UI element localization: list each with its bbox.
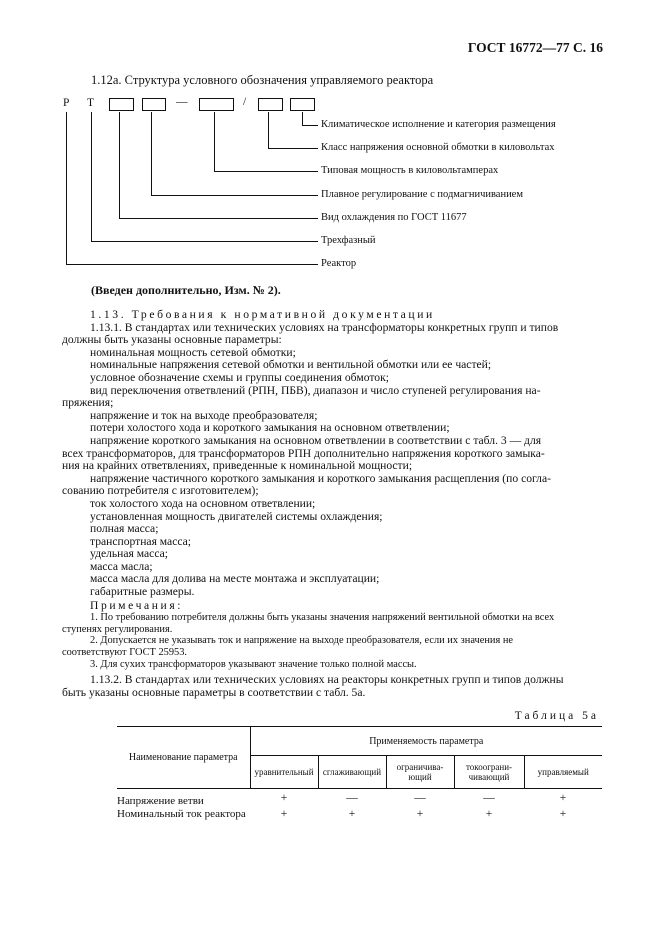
list-item-cont: сованию потребителя с изготовителем);: [62, 484, 259, 498]
connector-power-v: [214, 112, 215, 171]
legend-regulation: Плавное регулирование с подмагничиванием: [321, 189, 523, 200]
list-item-cont: всех трансформаторов, для трансформаторов РПН дополнительно напряжения короткого замыка-: [62, 446, 545, 460]
list-item: габаритные размеры.: [90, 585, 195, 599]
subheader-line: управляемый: [537, 767, 589, 777]
col-header-applicability: Применяемость параметра: [250, 727, 602, 756]
connector-threephase-v: [91, 112, 92, 241]
subheader-limiting: [386, 756, 454, 789]
list-item: напряжение короткого замыкания на основном ответвлении в соответствии с табл. 3 — для: [90, 433, 542, 447]
code-letter-t: Т: [87, 97, 95, 109]
list-item: напряжение и ток на выходе преобразователя;: [90, 408, 318, 422]
list-item: вид переключения ответвлений (РПН, ПБВ), диапазон и число ступеней регулирования на-: [90, 383, 541, 397]
subheader-line: токоограни-: [465, 762, 513, 772]
connector-reactor-h: [66, 264, 318, 265]
list-item-cont: ния на крайних ответвлениях, приведенные к номинальной мощности;: [62, 459, 413, 473]
code-box-cooling: [109, 98, 134, 111]
cell: —: [483, 792, 495, 804]
code-slash: /: [243, 96, 247, 108]
cell: +: [559, 792, 567, 804]
subheader-line: сглаживающий: [322, 767, 382, 777]
legend-power: Типовая мощность в киловольтамперах: [321, 165, 499, 176]
legend-voltage-class: Класс напряжения основной обмотки в киловольтах: [321, 142, 555, 153]
subheader-current-limiting: [454, 756, 524, 789]
subheader-controlled: [524, 756, 602, 789]
connector-voltage-h: [268, 148, 318, 149]
code-box-power: [199, 98, 234, 111]
list-item: номинальные напряжения сетевой обмотки и вентильной обмотки или ее частей;: [90, 358, 492, 372]
note-line: соответствуют ГОСТ 25953.: [62, 647, 188, 659]
note-line: 2. Допускается не указывать ток и напряжение на выходе преобразователя, если их значения не: [90, 635, 514, 647]
table-5a: [117, 726, 602, 820]
table-title: Таблица 5а: [514, 710, 599, 722]
list-item: масса масла для долива на месте монтажа и эксплуатации;: [90, 572, 380, 586]
page-header: ГОСТ 16772—77 С. 16: [467, 40, 603, 55]
row-name-text: Номинальный ток реактора: [117, 807, 246, 820]
list-item: условное обозначение схемы и группы соединения обмоток;: [90, 370, 389, 384]
list-item: транспортная масса;: [90, 534, 191, 548]
table-row: [117, 789, 602, 808]
connector-climatic-v: [302, 112, 303, 125]
list-item: ток холостого хода на основном ответвлении;: [90, 496, 316, 510]
list-item: удельная масса;: [90, 547, 168, 561]
notes: [62, 612, 602, 670]
connector-regulation-v: [151, 112, 152, 195]
section-112a-title: 1.12а. Структура условного обозначения управляемого реактора: [91, 73, 434, 87]
p1312-line1: 1.13.2. В стандартах или технических условиях на реакторы конкретных групп и типов должны: [90, 673, 564, 687]
connector-threephase-h: [91, 241, 318, 242]
connector-power-h: [214, 171, 318, 172]
p1312-line2: быть указаны основные параметры в соответствии с табл. 5а.: [62, 685, 366, 699]
section-113-title: 1.13. Требования к нормативной документации: [90, 308, 435, 321]
notes-title: Примечания:: [90, 598, 184, 612]
cell: +: [485, 807, 493, 820]
subheader-line: ограничива-: [396, 762, 444, 772]
row-name: [117, 789, 250, 808]
connector-climatic-h: [302, 125, 318, 126]
connector-regulation-h: [151, 195, 318, 196]
cell: +: [280, 807, 288, 820]
cell: +: [280, 792, 288, 804]
list-item: напряжение частичного короткого замыкания и короткого замыкания расщепления (по согла-: [90, 471, 551, 485]
subheader-line: ющий: [408, 772, 432, 782]
note-line: 1. По требованию потребителя должны быть указаны значения напряжений вентильной обмотки на всех: [90, 612, 555, 624]
list-item: потери холостого хода и короткого замыкания на основном ответвлении;: [90, 421, 450, 435]
list-item: установленная мощность двигателей системы охлаждения;: [90, 509, 383, 523]
connector-cooling-h: [119, 218, 318, 219]
table-header-row: [117, 727, 602, 756]
note-line: 3. Для сухих трансформаторов указывают значение только полной массы.: [90, 658, 417, 670]
legend-cooling: Вид охлаждения по ГОСТ 11677: [321, 212, 467, 223]
subheader-line: уравнительный: [254, 767, 314, 777]
note-line: ступенях регулирования.: [62, 623, 173, 635]
p1311-line1: 1.13.1. В стандартах или технических условиях на трансформаторы конкретных групп и типов: [90, 320, 559, 334]
section-113: [62, 309, 602, 699]
list-item: масса масла;: [90, 559, 153, 573]
row-name: [117, 807, 250, 820]
code-dash: —: [176, 96, 188, 108]
code-box-regulation: [142, 98, 166, 111]
legend-three-phase: Трехфазный: [321, 235, 376, 246]
table-row: [117, 807, 602, 820]
code-box-climatic: [290, 98, 315, 111]
connector-cooling-v: [119, 112, 120, 218]
legend-reactor: Реактор: [321, 258, 357, 269]
subheader-smoothing: [318, 756, 386, 789]
list-item: номинальная мощность сетевой обмотки;: [90, 345, 296, 359]
list-item: полная масса;: [90, 522, 159, 536]
cell: —: [346, 792, 358, 804]
connector-voltage-v: [268, 112, 269, 148]
code-box-voltage-class: [258, 98, 283, 111]
row-name-text: Напряжение ветви: [117, 794, 204, 807]
cell: +: [416, 807, 424, 820]
connector-reactor-v: [66, 112, 67, 264]
p1311-line2: должны быть указаны основные параметры:: [62, 333, 282, 347]
cell: —: [414, 792, 426, 804]
legend-climatic: Климатическое исполнение и категория размещения: [321, 119, 556, 130]
cell: +: [559, 807, 567, 820]
introduced-note: (Введен дополнительно, Изм. № 2).: [91, 283, 281, 297]
subheader-line: чивающий: [468, 772, 510, 782]
subheader-equalizing: [250, 756, 318, 789]
cell: +: [348, 807, 356, 820]
col-header-name: Наименование параметра: [117, 727, 250, 789]
code-letter-p: Р: [63, 97, 70, 109]
list-item-cont: пряжения;: [62, 396, 114, 410]
